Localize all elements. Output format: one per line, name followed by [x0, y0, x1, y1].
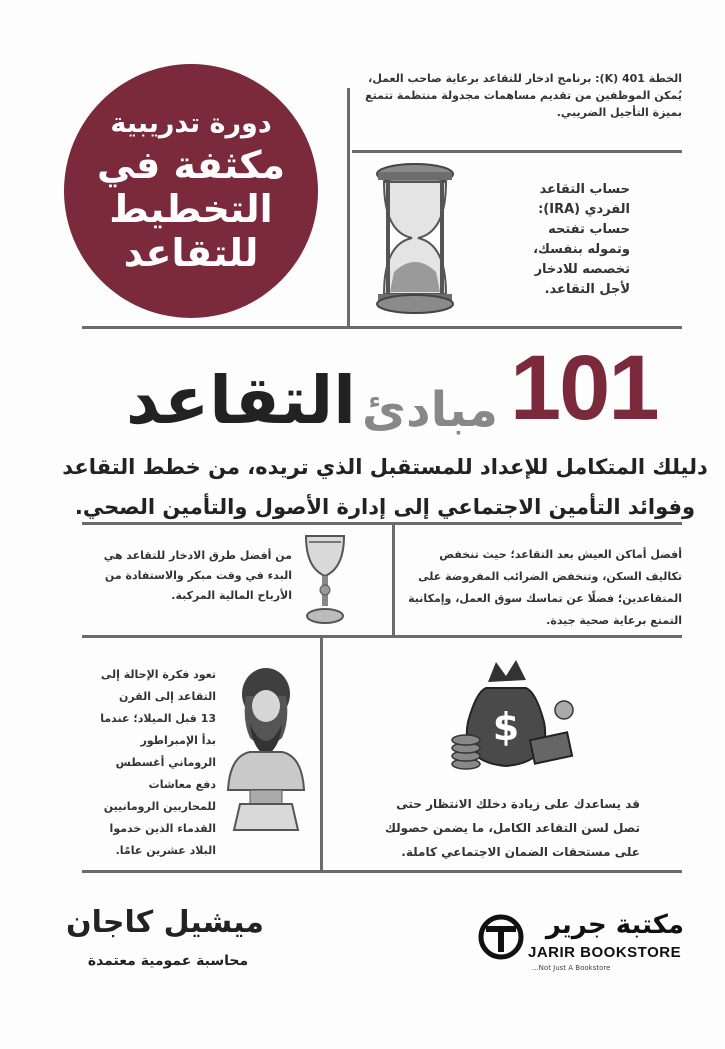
goblet-icon: [300, 532, 350, 628]
title-word-principles: مبادئ: [362, 382, 498, 438]
jarir-logo-icon: [478, 914, 524, 960]
divider-mid: [82, 635, 682, 638]
hourglass-icon: [374, 162, 456, 314]
money-bag-icon: [446, 652, 576, 782]
note-early-saving: من أفضل طرق الادخار للتقاعد هي البدء في وقت مبكر والاستفادة من الأرباح المالية المركبة.: [103, 549, 292, 602]
divider-top-vertical: [347, 88, 350, 326]
badge-line-3: التخطيط: [109, 186, 273, 231]
title-word-retirement: التقاعد: [126, 362, 356, 439]
note-best-places: أفضل أماكن العيش بعد التقاعد؛ حيث تنخفض تكاليف السكن، وتنخفض الضرائب المفروضة على المتقاعدين؛ فضلًا عن تماسك سوق العمل، وإمكانية التمتع برعاية صحية جيدة.: [408, 548, 682, 627]
roman-bust-icon: [220, 660, 310, 838]
subtitle: دليلك المتكامل للإعداد للمستقبل الذي تريده، من خطط التقاعد وفوائد التأمين الاجتماعي إلى إدارة الأصول والتأمين الصحي.: [62, 455, 708, 519]
note-ira: حساب التقاعد الفردي (IRA): حساب تفتحه وتموله بنفسك، تخصصه للادخار لأجل التقاعد.: [533, 182, 630, 297]
badge-line-2: مكثفة في: [96, 142, 286, 187]
divider-title-top: [82, 326, 682, 329]
divider-top-short: [352, 150, 682, 153]
publisher-english: JARIR BOOKSTORE: [528, 944, 682, 961]
course-badge: [64, 64, 318, 318]
divider-lower-vertical: [320, 638, 323, 870]
note-401k: الخطة 401 (K): برنامج ادخار للتقاعد برعاية صاحب العمل، يُمكن الموظفين من تقديم مساهمات مجدولة منتظمة تتمتع بميزة التأجيل الضريبي.: [365, 72, 682, 119]
divider-bottom: [82, 870, 682, 873]
author-title: محاسبة عمومية معتمدة: [87, 953, 249, 969]
badge-line-1: دورة تدريبية: [110, 107, 272, 139]
note-income: قد يساعدك على زيادة دخلك الانتظار حتى تصل لسن التقاعد الكامل، ما يضمن حصولك على مستحقات الضمان الاجتماعي كاملة.: [385, 797, 640, 859]
divider-mid-vertical: [392, 525, 395, 635]
svg-text:$: $: [492, 705, 520, 749]
publisher-tagline: ...Not Just A Bookstore: [532, 964, 611, 972]
title-number: 101: [510, 337, 658, 439]
note-history: تعود فكرة الإحالة إلى التقاعد إلى القرن 13 قبل الميلاد؛ عندما بدأ الإمبراطور الروماني أغسطس دفع معاشات للمحاربين الرومانيين القدماء الذين خدموا البلاد عشرين عامًا.: [100, 668, 216, 857]
author-name: ميشيل كاجان: [65, 905, 265, 940]
publisher-arabic: مكتبة جرير: [545, 910, 684, 940]
badge-line-4: للتقاعد: [123, 230, 259, 275]
publisher-logo: [476, 908, 696, 978]
